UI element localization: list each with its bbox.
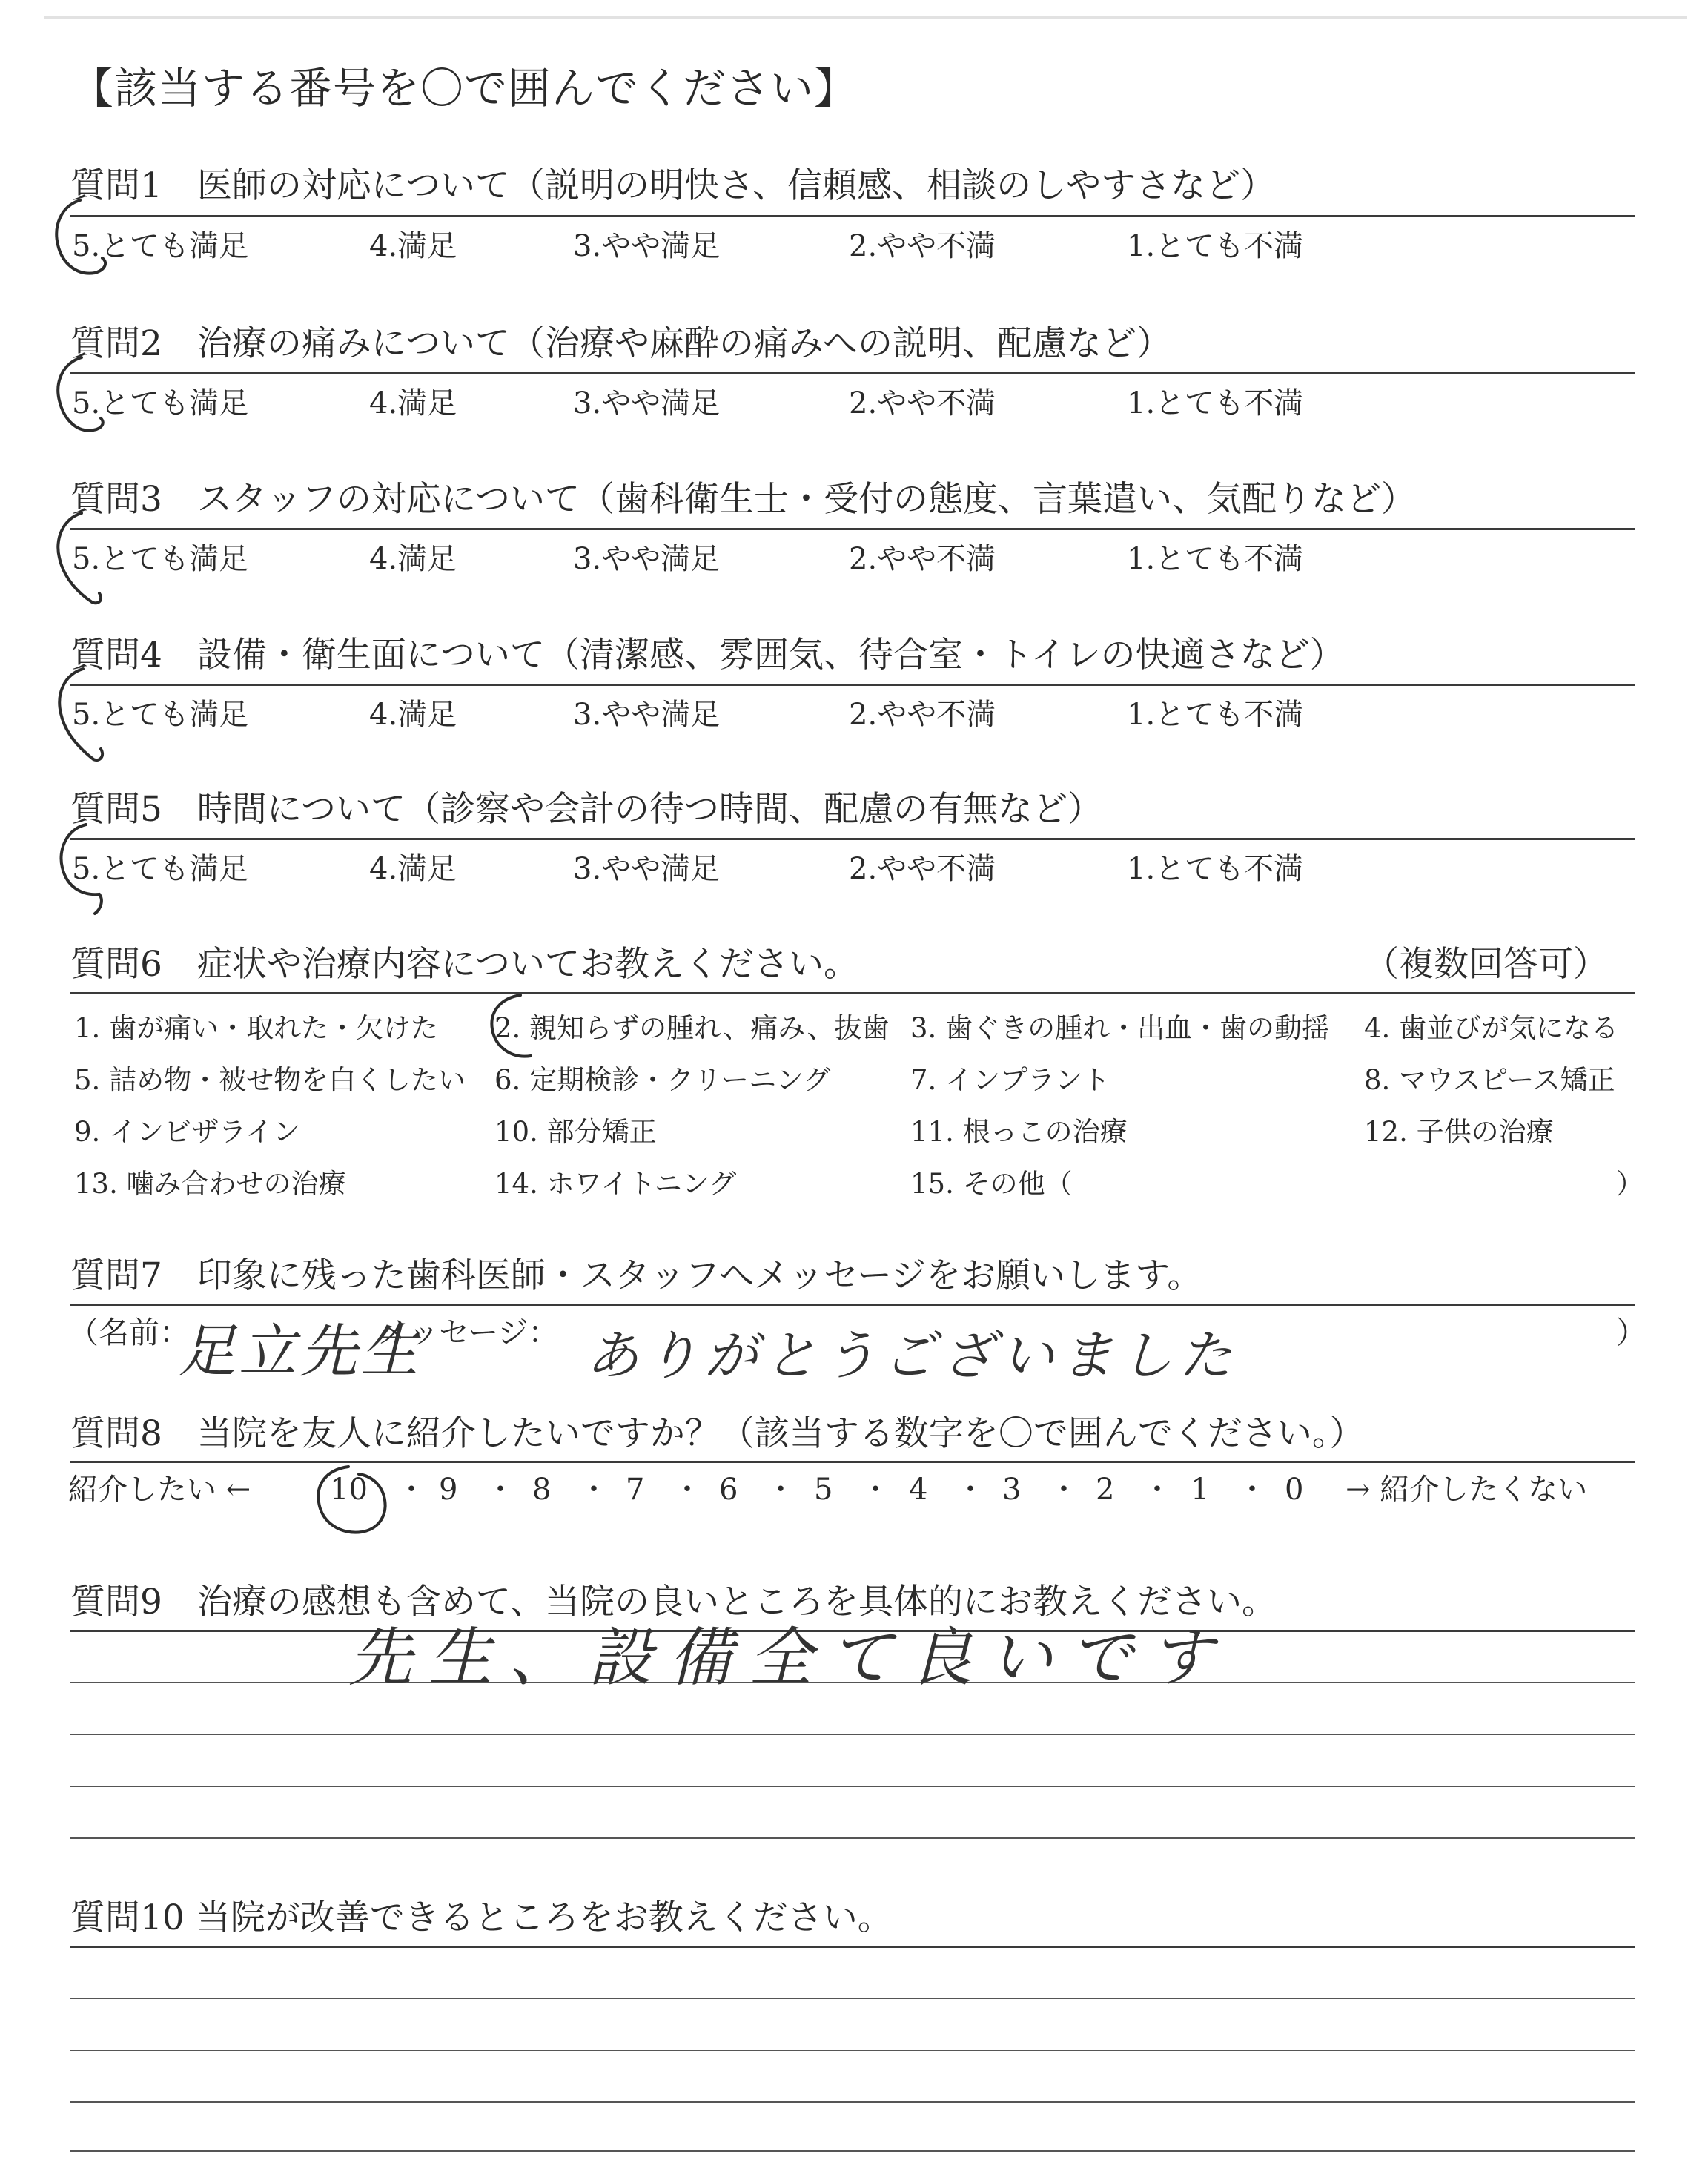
q8-score-4[interactable]: 4 [909, 1473, 928, 1507]
q8-score-8[interactable]: 8 [532, 1473, 552, 1507]
q6-option-12[interactable]: 12. 子供の治療 [1364, 1116, 1554, 1148]
form-title: 【該当する番号を〇で囲んでください】 [70, 63, 858, 113]
q10-title: 質問10 当院が改善できるところをお教えください。 [70, 1898, 893, 1938]
q8-dot: ・ [1049, 1473, 1079, 1507]
q5-option-3[interactable]: 3.やや満足 [573, 852, 721, 886]
q10-answer-line [70, 2150, 1635, 2152]
q4-option-1[interactable]: 1.とても不満 [1127, 698, 1304, 732]
q2-option-3[interactable]: 3.やや満足 [573, 386, 721, 420]
q7-title: 質問7 印象に残った歯科医師・スタッフへメッセージをお願いします。 [70, 1255, 1202, 1296]
q8-score-0[interactable]: 0 [1285, 1473, 1304, 1507]
q5-option-5[interactable]: 5.とても満足 [72, 852, 249, 886]
q6-option-1[interactable]: 1. 歯が痛い・取れた・欠けた [74, 1012, 439, 1044]
q8-score-5[interactable]: 5 [814, 1473, 833, 1507]
q9-answer-handwritten[interactable]: 先生、設備全て良いです [348, 1621, 1229, 1695]
q8-score-1[interactable]: 1 [1191, 1473, 1210, 1507]
q1-option-3[interactable]: 3.やや満足 [573, 229, 721, 263]
q6-rule [70, 992, 1635, 994]
q6-option-13[interactable]: 13. 噛み合わせの治療 [74, 1168, 346, 1200]
q3-option-3[interactable]: 3.やや満足 [573, 542, 721, 576]
top-border [44, 16, 1687, 19]
q7-rule [70, 1304, 1635, 1306]
q4-title: 質問4 設備・衛生面について（清潔感、雰囲気、待合室・トイレの快適さなど） [70, 635, 1345, 676]
q8-dot: ・ [397, 1473, 426, 1507]
q6-option-6[interactable]: 6. 定期検診・クリーニング [494, 1064, 831, 1096]
q4-option-5[interactable]: 5.とても満足 [72, 698, 249, 732]
q8-dot: ・ [956, 1473, 985, 1507]
q6-option-5[interactable]: 5. 詰め物・被せ物を白くしたい [74, 1064, 466, 1096]
q2-rule [70, 372, 1635, 374]
q3-option-1[interactable]: 1.とても不満 [1127, 542, 1304, 576]
q9-answer-line [70, 1837, 1635, 1839]
q8-score-10[interactable]: 10 [330, 1473, 368, 1507]
q5-option-2[interactable]: 2.やや不満 [849, 852, 996, 886]
q7-message-handwritten[interactable]: ありがとうございました [586, 1324, 1239, 1387]
q10-answer-line [70, 2050, 1635, 2051]
q6-option-9[interactable]: 9. インビザライン [74, 1116, 300, 1148]
q1-option-4[interactable]: 4.満足 [369, 229, 457, 263]
q8-score-9[interactable]: 9 [439, 1473, 458, 1507]
q1-rule [70, 215, 1635, 217]
q6-option-10[interactable]: 10. 部分矯正 [494, 1116, 657, 1148]
q1-option-2[interactable]: 2.やや不満 [849, 229, 996, 263]
q8-right-label: → 紹介したくない [1345, 1473, 1588, 1507]
q8-score-6[interactable]: 6 [719, 1473, 738, 1507]
q6-option-8[interactable]: 8. マウスピース矯正 [1364, 1064, 1615, 1096]
q8-dot: ・ [672, 1473, 702, 1507]
q2-option-2[interactable]: 2.やや不満 [849, 386, 996, 420]
q6-option-2[interactable]: 2. 親知らずの腫れ、痛み、抜歯 [494, 1012, 890, 1044]
q3-option-2[interactable]: 2.やや不満 [849, 542, 996, 576]
q7-close-paren: ） [1616, 1315, 1646, 1350]
q6-title: 質問6 症状や治療内容についてお教えください。 [70, 944, 858, 985]
q2-option-5[interactable]: 5.とても満足 [72, 386, 249, 420]
q6-multiple-note: （複数回答可） [1364, 944, 1608, 985]
q8-dot: ・ [1237, 1473, 1267, 1507]
q5-title: 質問5 時間について（診察や会計の待つ時間、配慮の有無など） [70, 789, 1102, 830]
q1-option-5[interactable]: 5.とても満足 [72, 229, 249, 263]
q4-rule [70, 684, 1635, 686]
q2-option-4[interactable]: 4.満足 [369, 386, 457, 420]
q5-option-4[interactable]: 4.満足 [369, 852, 457, 886]
q9-answer-line [70, 1786, 1635, 1787]
q1-title: 質問1 医師の対応について（説明の明快さ、信頼感、相談のしやすさなど） [70, 165, 1276, 206]
q8-dot: ・ [579, 1473, 609, 1507]
q3-title: 質問3 スタッフの対応について（歯科衛生士・受付の態度、言葉遣い、気配りなど） [70, 479, 1416, 520]
q8-left-label: 紹介したい ← [68, 1473, 251, 1507]
q8-dot: ・ [486, 1473, 515, 1507]
q6-option-14[interactable]: 14. ホワイトニング [494, 1168, 737, 1200]
q6-option-7[interactable]: 7. インプラント [910, 1064, 1110, 1096]
q10-rule [70, 1946, 1635, 1948]
q6-other-close-paren: ） [1616, 1168, 1644, 1200]
q7-message-label: メッセージ： [378, 1315, 559, 1350]
q6-option-4[interactable]: 4. 歯並びが気になる [1364, 1012, 1619, 1044]
q1-option-1[interactable]: 1.とても不満 [1127, 229, 1304, 263]
q9-answer-line [70, 1734, 1635, 1735]
q3-option-5[interactable]: 5.とても満足 [72, 542, 249, 576]
q3-rule [70, 528, 1635, 530]
q10-answer-line [70, 2101, 1635, 2103]
q8-dot: ・ [766, 1473, 795, 1507]
q9-title: 質問9 治療の感想も含めて、当院の良いところを具体的にお教えください。 [70, 1582, 1277, 1622]
q4-option-4[interactable]: 4.満足 [369, 698, 457, 732]
q8-title: 質問8 当院を友人に紹介したいですか？（該当する数字を〇で囲んでください。） [70, 1413, 1365, 1454]
q10-answer-line [70, 1998, 1635, 1999]
q4-option-3[interactable]: 3.やや満足 [573, 698, 721, 732]
q2-option-1[interactable]: 1.とても不満 [1127, 386, 1304, 420]
q7-name-label: （名前： [68, 1315, 190, 1350]
q8-rule [70, 1461, 1635, 1463]
q8-dot: ・ [1142, 1473, 1172, 1507]
q8-score-7[interactable]: 7 [626, 1473, 645, 1507]
q2-title: 質問2 治療の痛みについて（治療や麻酔の痛みへの説明、配慮など） [70, 323, 1172, 364]
q3-option-4[interactable]: 4.満足 [369, 542, 457, 576]
q5-option-1[interactable]: 1.とても不満 [1127, 852, 1304, 886]
q8-score-3[interactable]: 3 [1002, 1473, 1022, 1507]
q8-score-2[interactable]: 2 [1096, 1473, 1115, 1507]
q7-name-handwritten[interactable]: 足立先生 [178, 1318, 422, 1385]
q4-option-2[interactable]: 2.やや不満 [849, 698, 996, 732]
q6-option-15[interactable]: 15. その他（ [910, 1168, 1073, 1200]
q6-option-11[interactable]: 11. 根っこの治療 [910, 1116, 1128, 1148]
q6-option-3[interactable]: 3. 歯ぐきの腫れ・出血・歯の動揺 [910, 1012, 1330, 1044]
q5-rule [70, 838, 1635, 840]
q8-dot: ・ [861, 1473, 890, 1507]
